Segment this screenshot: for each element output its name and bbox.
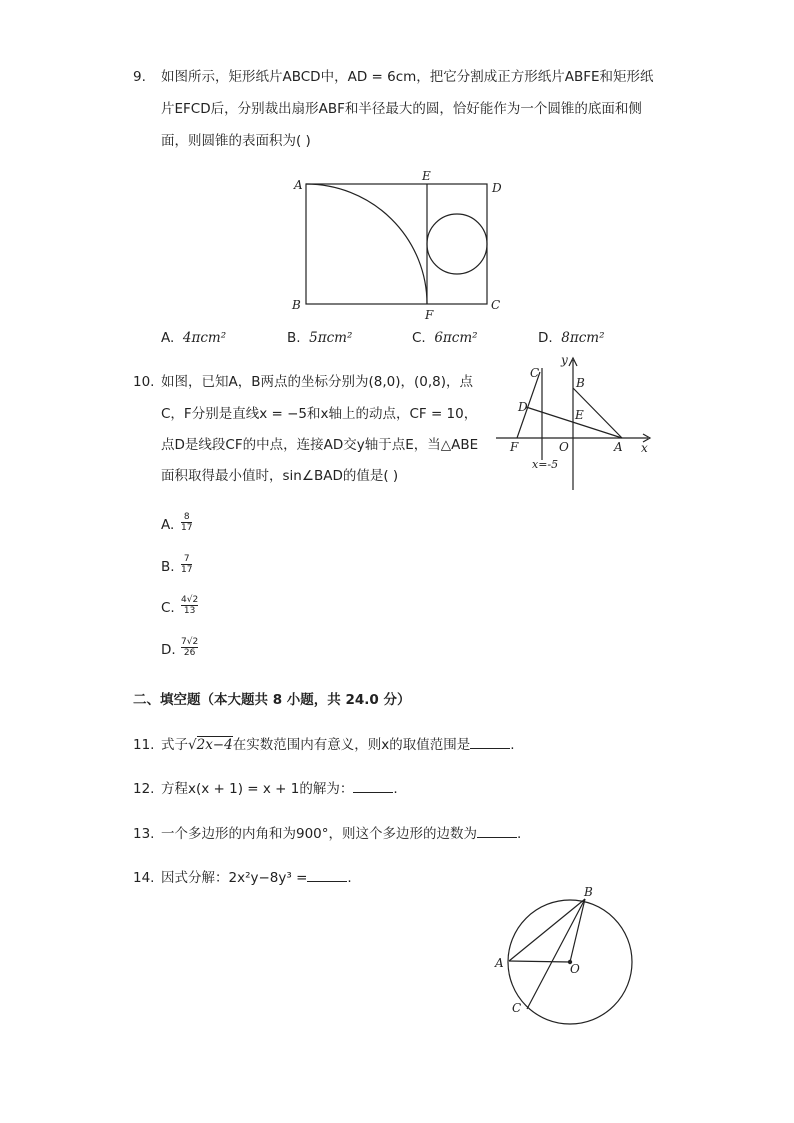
q10-option-c-letter[interactable]: C.: [161, 600, 175, 616]
q9-label-e: E: [422, 169, 431, 183]
q14-text: 因式分解：2x²y−8y³ = .: [161, 870, 352, 886]
q11-radicand: 2x−4: [196, 737, 233, 753]
q10-label-y: y: [561, 353, 568, 367]
q14-label-o: O: [570, 962, 580, 976]
q9-label-c: C: [491, 298, 501, 312]
q10-label-x: x: [641, 441, 648, 455]
q10-figure-coordinate: [490, 350, 660, 495]
q9-label-b: B: [292, 298, 301, 312]
q10-line2: C，F分别是直线x = −5和x轴上的动点，CF = 10，: [161, 406, 478, 422]
q10-option-b-fraction: 7 17: [181, 554, 193, 575]
q14-label-b: B: [584, 885, 593, 899]
q9-number: 9.: [133, 69, 146, 85]
q13-number: 13.: [133, 826, 155, 842]
q10-label-a: A: [614, 440, 623, 454]
q9-line3: 面，则圆锥的表面积为( ): [161, 133, 311, 149]
q9-figure-rectangle: [290, 165, 515, 325]
q11-answer-blank[interactable]: [470, 736, 510, 749]
q10-option-d-fraction: 7√2 26: [181, 637, 199, 658]
q9-option-a[interactable]: A. 4πcm²: [161, 330, 227, 346]
q13-answer-blank[interactable]: [477, 825, 517, 838]
q10-label-c: C: [530, 366, 540, 380]
q10-line4: 面积取得最小值时，sin∠BAD的值是( ): [161, 468, 399, 484]
q14-answer-blank[interactable]: [307, 869, 347, 882]
q13-text: 一个多边形的内角和为900°，则这个多边形的边数为 .: [161, 826, 522, 842]
q10-label-o: O: [559, 440, 569, 454]
q10-option-b-letter[interactable]: B.: [161, 559, 175, 575]
q9-label-a: A: [294, 178, 303, 192]
q9-label-f: F: [425, 308, 434, 322]
q9-option-b[interactable]: B. 5πcm²: [287, 330, 353, 346]
q10-label-f: F: [510, 440, 519, 454]
q11-text: 式子√2x−4在实数范围内有意义，则x的取值范围是 .: [161, 737, 515, 753]
q10-line1: 如图，已知A，B两点的坐标分别为(8,0)，(0,8)，点: [161, 374, 474, 390]
q10-option-a-letter[interactable]: A.: [161, 517, 175, 533]
q10-label-b: B: [576, 376, 585, 390]
q10-label-e: E: [575, 408, 584, 422]
q9-line1: 如图所示，矩形纸片ABCD中，AD = 6cm，把它分割成正方形纸片ABFE和矩形纸: [161, 69, 654, 85]
q10-option-a-fraction: 8 17: [181, 512, 193, 533]
sqrt-symbol: √: [188, 737, 197, 753]
section2-title: 二、填空题（本大题共 8 小题，共 24.0 分）: [133, 692, 411, 708]
q14-label-c: C: [512, 1001, 522, 1015]
q9-label-d: D: [492, 181, 502, 195]
q14-number: 14.: [133, 870, 155, 886]
q14-label-a: A: [495, 956, 504, 970]
q10-label-line: x=-5: [532, 458, 559, 471]
q12-text: 方程x(x + 1) = x + 1的解为： .: [161, 781, 398, 797]
q12-number: 12.: [133, 781, 155, 797]
q9-option-d[interactable]: D. 8πcm²: [538, 330, 605, 346]
q9-line2: 片EFCD后，分别裁出扇形ABF和半径最大的圆，恰好能作为一个圆锥的底面和侧: [161, 101, 642, 117]
q10-label-d: D: [518, 400, 528, 414]
q10-number: 10.: [133, 374, 155, 390]
q10-option-c-fraction: 4√2 13: [181, 595, 199, 616]
q9-option-c[interactable]: C. 6πcm²: [412, 330, 478, 346]
q10-line3: 点D是线段CF的中点，连接AD交y轴于点E，当△ABE: [161, 437, 479, 453]
q14-figure-circle: [490, 880, 645, 1035]
q10-option-d-letter[interactable]: D.: [161, 642, 176, 658]
q12-answer-blank[interactable]: [353, 780, 393, 793]
q11-number: 11.: [133, 737, 155, 753]
